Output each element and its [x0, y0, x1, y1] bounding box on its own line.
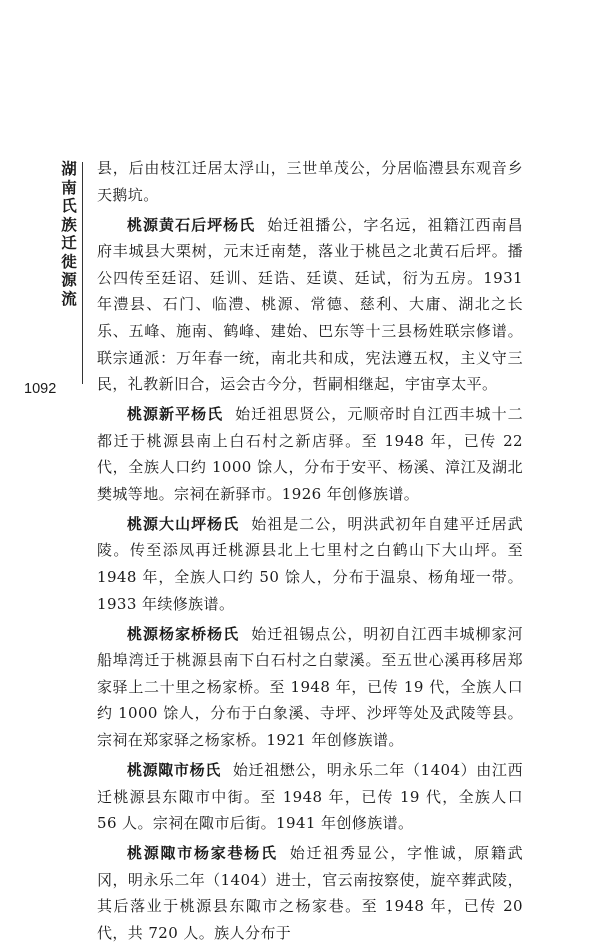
- paragraph-heading: 桃源杨家桥杨氏: [127, 624, 240, 643]
- paragraph-text: 始迁祖懋公，明永乐二年（1404）由江西迁桃源县东陬市中街。至 1948 年，已传 19 代，全族人口 56 人。宗祠在陬市后街。1941 年创修族谱。: [97, 761, 523, 833]
- paragraph-entry: [97, 511, 523, 617]
- body-text: [97, 155, 523, 950]
- paragraph-text: 始迁祖播公，字名远，祖籍江西南昌府丰城县大栗树，元末迁南楚，落业于桃邑之北黄石后坪。播公四传至廷诏、廷训、廷诰、廷谟、廷试，衍为五房。1931 年澧县、石门、临澧、桃源、常德、慈利、大庸、湖北之长乐、五峰、施南、鹤峰、建始、巴东等十三县杨姓联宗修谱。联宗通派：万年春一统，南北共和成，宪法遵五权，主义守三民，礼教新旧合，运会古今分，哲嗣相继起，宇宙享太平。: [97, 215, 524, 394]
- paragraph-entry: [97, 212, 523, 398]
- paragraph-text: 始祖是二公，明洪武初年自建平迁居武陵。传至添凤再迁桃源县北上七里村之白鹤山下大山坪。至 1948 年，全族人口约 50 馀人，分布于温泉、杨角垭一带。1933 年续修族谱。: [97, 514, 523, 613]
- paragraph-entry: [97, 757, 523, 837]
- running-head: 湖 南 氏 族 迁 徙 源 流: [61, 160, 77, 308]
- paragraph-entry: [97, 840, 523, 946]
- paragraph-text: 始迁祖思贤公，元顺帝时自江西丰城十二都迁于桃源县南上白石村之新店驿。至 1948 年，已传 22 代，全族人口约 1000 馀人，分布于安平、杨溪、漳江及湖北樊城等地。宗祠在新驿市。1926 年创修族谱。: [97, 405, 523, 503]
- paragraph-heading: 桃源大山坪杨氏: [127, 514, 240, 533]
- running-head-rule: [82, 162, 83, 384]
- paragraph-entry: [97, 401, 523, 507]
- paragraph-continuation: [97, 155, 523, 208]
- paragraph-heading: 桃源陬市杨家巷杨氏: [127, 844, 278, 863]
- paragraph-heading: 桃源黄石后坪杨氏: [127, 215, 256, 234]
- paragraph-heading: 桃源陬市杨氏: [127, 761, 221, 780]
- paragraph-text: 县，后由枝江迁居太浮山，三世单茂公，分居临澧县东观音乡天鹅坑。: [97, 159, 523, 204]
- paragraph-heading: 桃源新平杨氏: [127, 405, 224, 424]
- paragraph-entry: [97, 621, 523, 754]
- page-number: 1092: [24, 381, 57, 397]
- paragraph-text: 始迁祖锡点公，明初自江西丰城柳家河船埠湾迁于桃源县南下白石村之白蒙溪。至五世心溪再移居郑家驿上二十里之杨家桥。至 1948 年，已传 19 代，全族人口约 1000 馀人，分布于白象溪、寺坪、沙坪等处及武陵等县。宗祠在郑家驿之杨家桥。1921 年创修族谱。: [97, 624, 523, 750]
- paragraph-text: 始迁祖秀显公，字惟诚，原籍武冈，明永乐二年（1404）进士，官云南按察使，旋卒葬武陵，其后落业于桃源县东陬市之杨家巷。至 1948 年，已传 20 代，共 720 人。族人分布于: [97, 844, 523, 942]
